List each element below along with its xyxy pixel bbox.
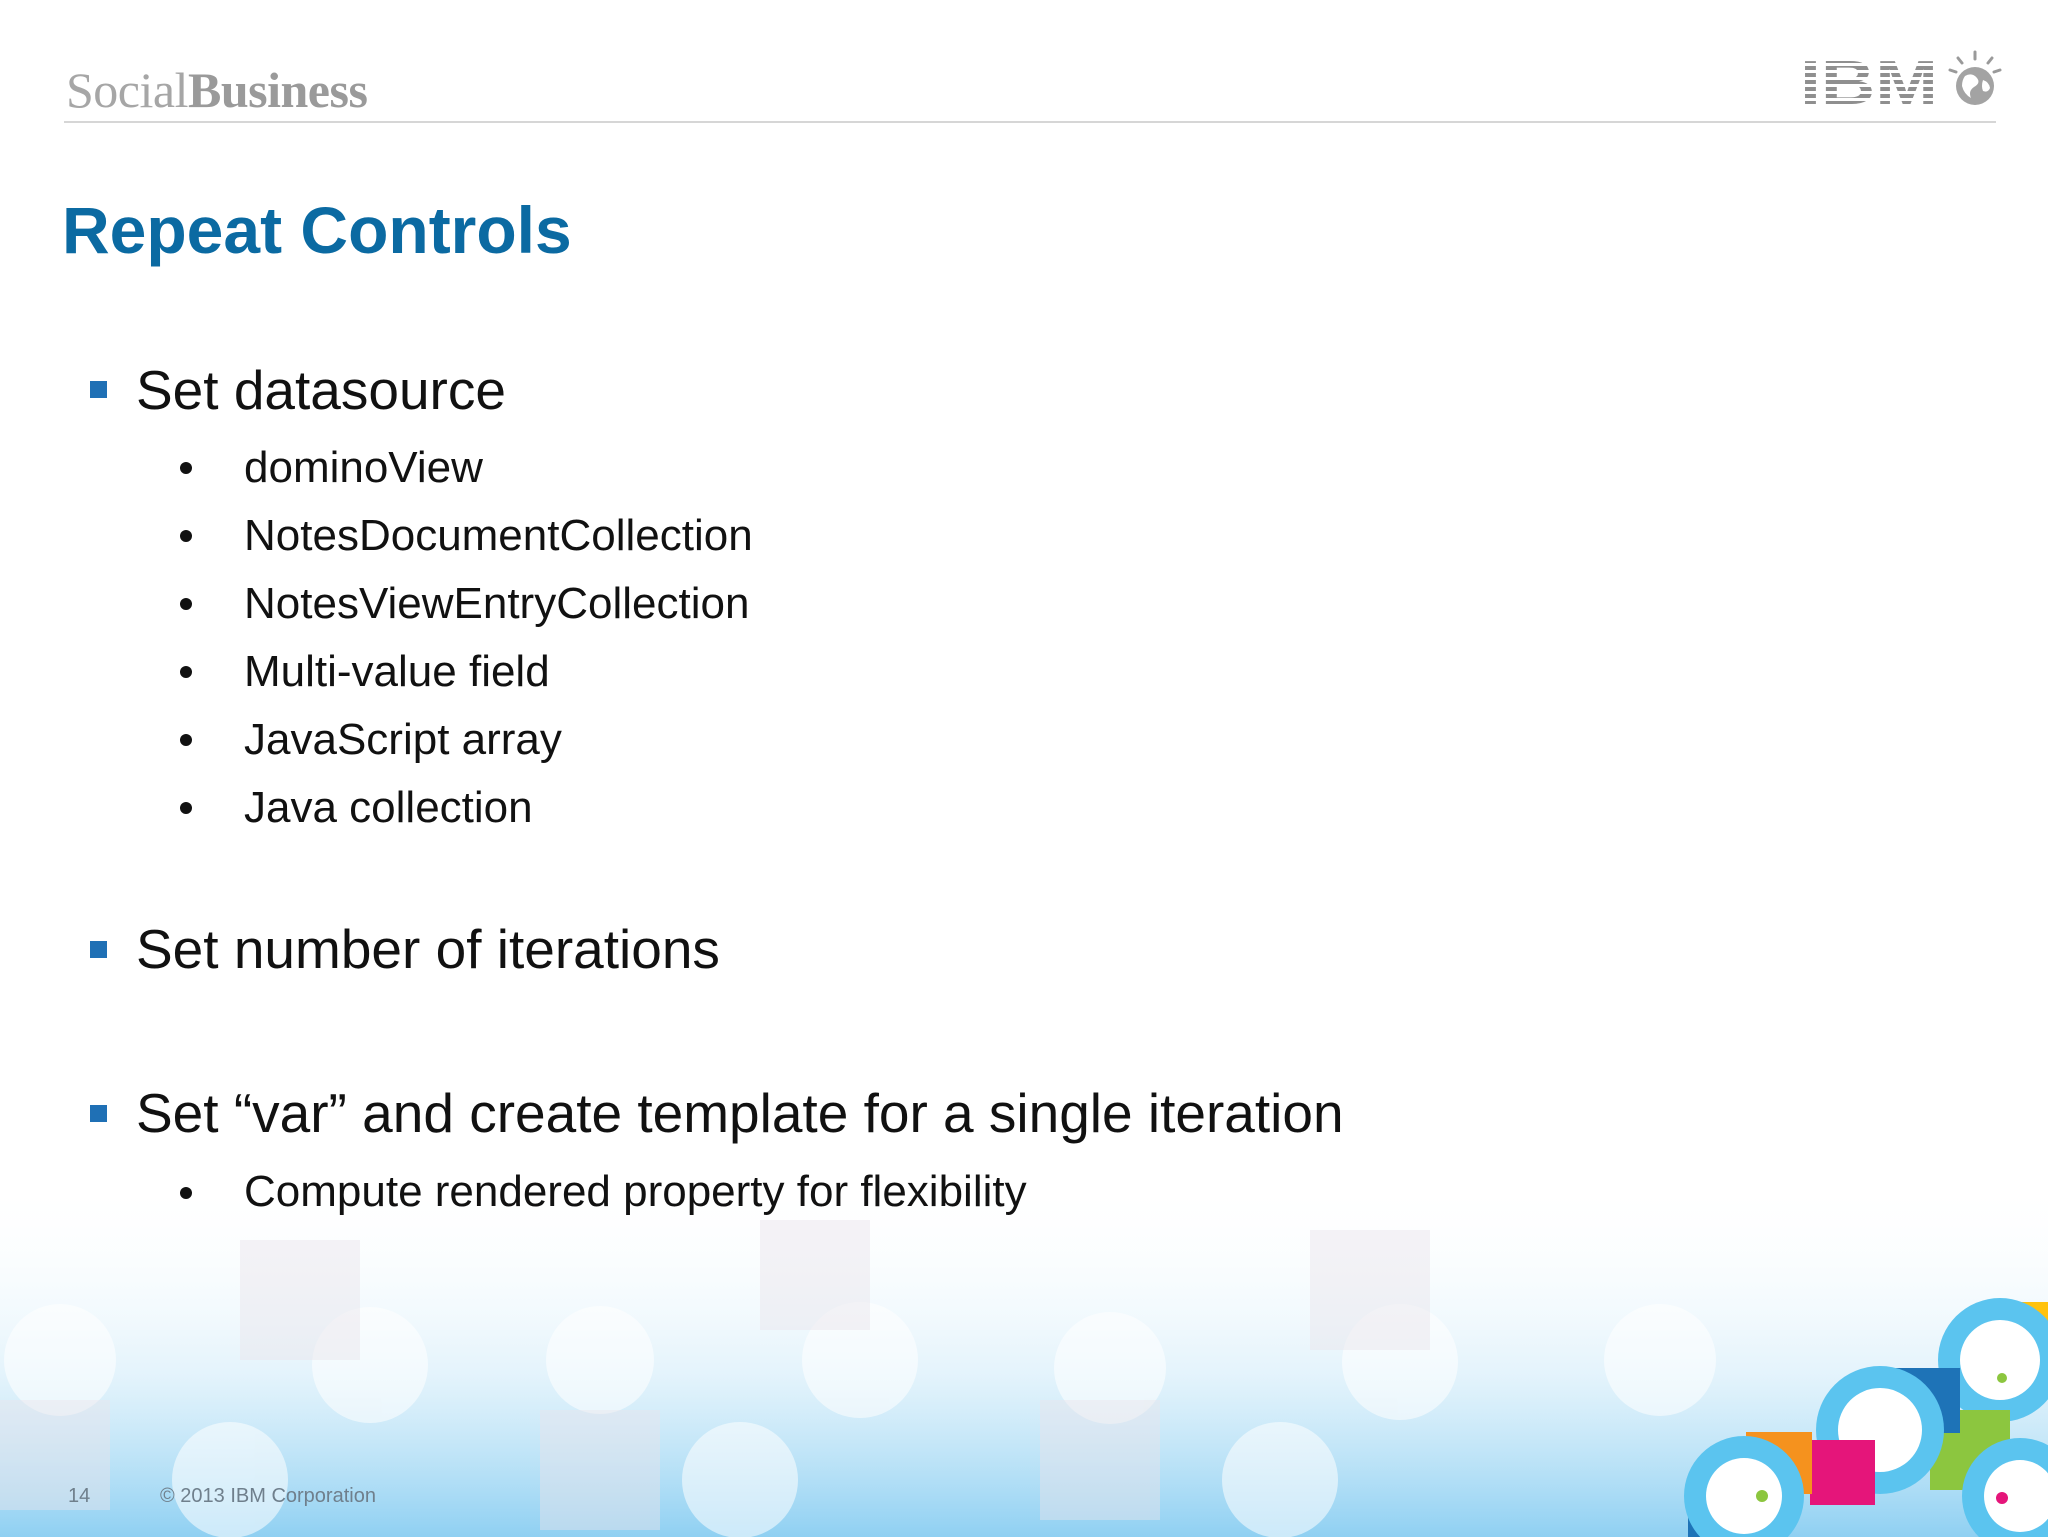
bullet-square-icon: [90, 381, 107, 398]
sub-bullet-item: Multi-value field: [244, 647, 550, 696]
page-number: 14: [68, 1485, 91, 1507]
bullet-dot-icon: [180, 734, 192, 746]
sub-bullet-item: Java collection: [244, 783, 533, 832]
brand-social: Social: [66, 62, 188, 118]
bullet-dot-icon: [180, 802, 192, 814]
bullet-dot-icon: [180, 598, 192, 610]
slide-title: Repeat Controls: [62, 193, 572, 267]
sub-bullet-item: Compute rendered property for flexibility: [244, 1167, 1027, 1216]
bullet-dot-icon: [180, 530, 192, 542]
bullet-square-icon: [90, 941, 107, 958]
brand-business: Business: [187, 62, 368, 118]
bullet-set-datasource: Set datasource: [136, 359, 506, 421]
socialbusiness-wordmark: [66, 62, 367, 118]
ibm-logo-icon: [1800, 52, 1940, 108]
bullet-set-var-template: Set “var” and create template for a single iteration: [136, 1082, 1344, 1144]
sub-bullet-item: JavaScript array: [244, 715, 562, 764]
smarter-planet-globe-icon: [1948, 50, 2002, 108]
bullet-square-icon: [90, 1105, 107, 1122]
bullet-dot-icon: [180, 666, 192, 678]
decorative-shapes: [1680, 1290, 2048, 1537]
sub-bullet-item: NotesViewEntryCollection: [244, 579, 750, 628]
sub-bullet-item: dominoView: [244, 443, 483, 492]
copyright-notice: © 2013 IBM Corporation: [160, 1485, 376, 1507]
sub-bullet-item: NotesDocumentCollection: [244, 511, 753, 560]
bullet-set-iterations: Set number of iterations: [136, 918, 720, 980]
header-divider: [64, 121, 1996, 123]
bullet-dot-icon: [180, 1187, 192, 1199]
bullet-dot-icon: [180, 462, 192, 474]
